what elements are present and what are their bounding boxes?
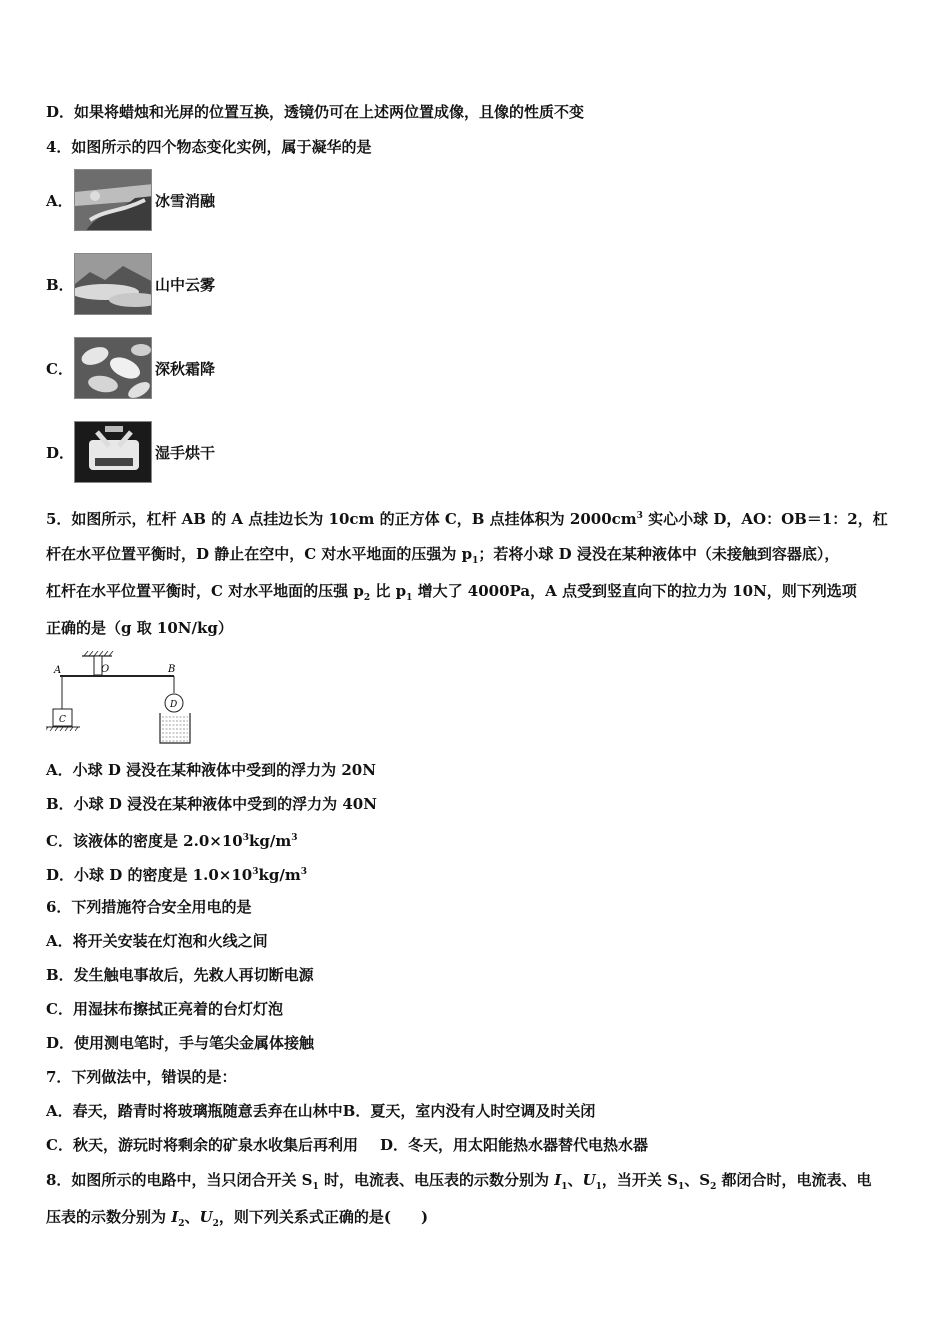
q5-stem-line-2: 杆在水平位置平衡时，D 静止在空中，C 对水平地面的压强为 $p_1$；若将小球 D 浸没在某种液体中（未接触到容器底）， xyxy=(46,545,840,566)
option-text: 深秋霜降 xyxy=(155,359,216,378)
frost-leaves-photo-icon xyxy=(74,337,152,399)
q5-option-b: B．小球 D 浸没在某种液体中受到的浮力为 40N xyxy=(46,795,377,813)
q8-stem-line-2: 压表的示数分别为 $I_2$、$U_2$，则下列关系式正确的是( ) xyxy=(46,1208,429,1229)
q5-stem-line-3: 杠杆在水平位置平衡时，C 对水平地面的压强 $p_2$ 比 $p_1$ 增大了 4000Pa，A 点受到竖直向下的拉力为 10N，则下列选项 xyxy=(46,582,857,603)
point-o-label: O xyxy=(101,664,110,675)
point-a-label: A xyxy=(54,665,62,676)
q4-option-d xyxy=(46,420,215,484)
q5-option-c: C．该液体的密度是 $2.0\times 10^3kg/m^3$ xyxy=(46,832,298,850)
q7-option-ab: A．春天，踏青时将玻璃瓶随意丢弃在山林中B．夏天，室内没有人时空调及时关闭 xyxy=(46,1102,596,1120)
mountain-fog-photo-icon xyxy=(74,253,152,315)
q7-stem: 7．下列做法中，错误的是： xyxy=(46,1068,237,1086)
option-label: D． xyxy=(46,443,75,462)
q5-option-a: A．小球 D 浸没在某种液体中受到的浮力为 20N xyxy=(46,761,376,779)
q4-option-c xyxy=(46,336,215,400)
q4-stem: 4．如图所示的四个物态变化实例，属于凝华的是 xyxy=(46,138,372,156)
cube-c-label: C xyxy=(59,715,66,725)
q7-option-cd: C．秋天，游玩时将剩余的矿泉水收集后再利用 D．冬天，用太阳能热水器替代电热水器 xyxy=(46,1136,648,1154)
q4-option-b xyxy=(46,252,215,316)
q6-stem: 6．下列措施符合安全用电的是 xyxy=(46,898,252,916)
option-text: 山中云雾 xyxy=(155,275,216,294)
point-b-label: B xyxy=(168,664,176,675)
q6-option-b: B．发生触电事故后，先救人再切断电源 xyxy=(46,966,314,984)
option-text: 湿手烘干 xyxy=(155,443,216,462)
melting-snow-photo-icon xyxy=(74,169,152,231)
option-label: B． xyxy=(46,275,74,294)
q4-option-a xyxy=(46,168,215,232)
q6-option-c: C．用湿抹布擦拭正亮着的台灯灯泡 xyxy=(46,1000,283,1018)
q5-stem-line-1: 5．如图所示，杠杆 AB 的 A 点挂边长为 10cm 的正方体 C，B 点挂体积为 $2000cm^3$ 实心小球 D，AO：OB＝1：2，杠 xyxy=(46,510,888,528)
q6-option-a: A．将开关安装在灯泡和火线之间 xyxy=(46,932,268,950)
q8-stem-line-1: 8．如图所示的电路中，当只闭合开关 $S_1$ 时，电流表、电压表的示数分别为 $I_1$、$U_1$，当开关 $S_1$、$S_2$ 都闭合时，电流表、电 xyxy=(46,1171,872,1192)
ball-d-label: D xyxy=(170,700,178,710)
option-label: C． xyxy=(46,359,73,378)
option-text: 冰雪消融 xyxy=(155,191,216,210)
q3-option-d: D．如果将蜡烛和光屏的位置互换，透镜仍可在上述两位置成像，且像的性质不变 xyxy=(46,103,585,121)
option-label: A． xyxy=(46,191,73,210)
q5-stem-line-4: 正确的是（g 取 10N/kg） xyxy=(46,619,233,637)
q5-option-d: D．小球 D 的密度是 $1.0\times 10^3kg/m^3$ xyxy=(46,866,307,884)
hand-dryer-photo-icon xyxy=(74,421,152,483)
q6-option-d: D．使用测电笔时，手与笔尖金属体接触 xyxy=(46,1034,315,1052)
lever-diagram xyxy=(46,651,206,747)
